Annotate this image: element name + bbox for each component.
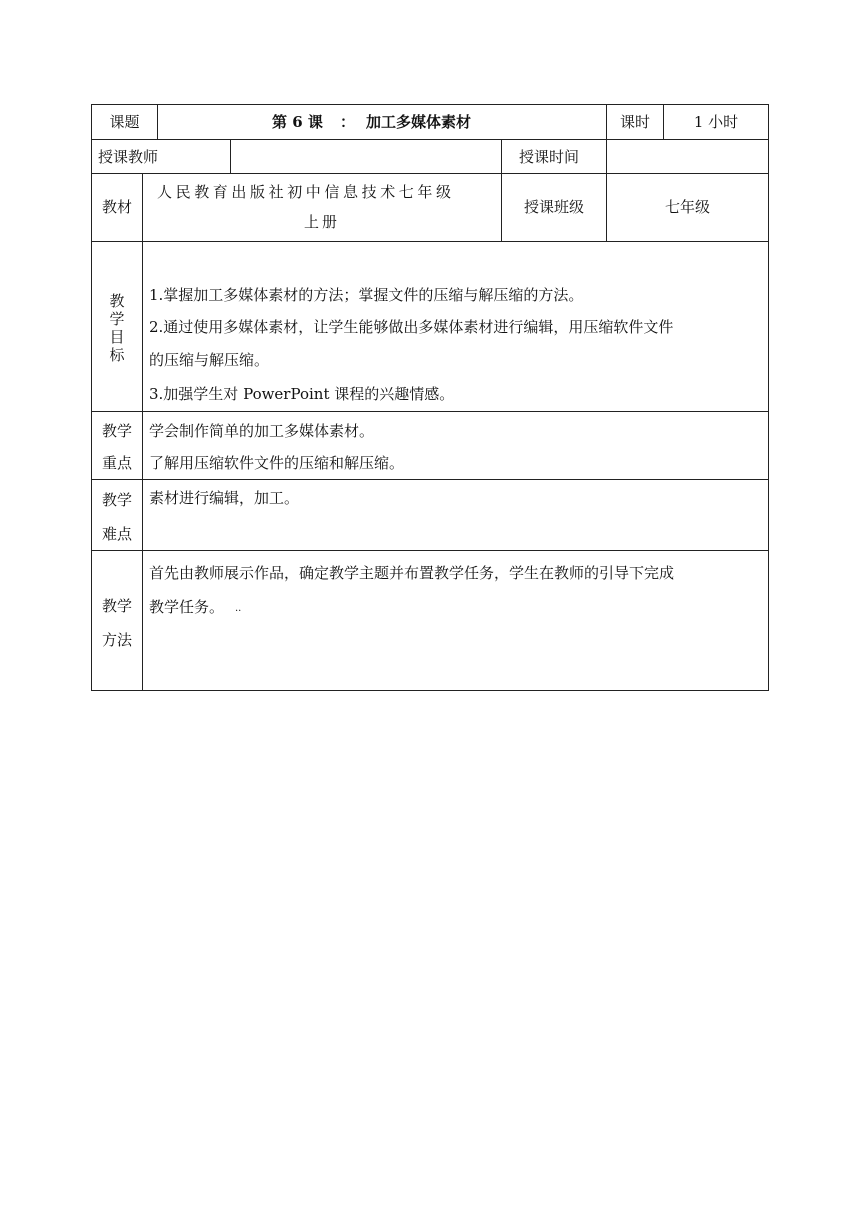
hours-label: 课时 <box>619 113 650 131</box>
topic-label: 课题 <box>109 113 140 131</box>
method-trailing-mark: .. <box>235 603 242 614</box>
objective-item-1: 1.掌握加工多媒体素材的方法；掌握文件的压缩与解压缩的方法。 <box>149 286 584 304</box>
key-points-label-line2: 重点 <box>101 454 132 472</box>
objective-item-2-line1: 2.通过使用多媒体素材，让学生能够做出多媒体素材进行编辑，用压缩软件文件 <box>149 318 674 336</box>
methods-label-line2: 方法 <box>101 631 132 649</box>
title-colon: ： <box>340 113 356 131</box>
table-divider <box>91 241 769 242</box>
table-divider <box>91 173 769 174</box>
objectives-label-char: 标 <box>109 346 125 364</box>
objectives-label-char: 学 <box>109 310 125 328</box>
methods-label-line1: 教学 <box>101 597 132 615</box>
textbook-label: 教材 <box>101 198 132 216</box>
method-line1: 首先由教师展示作品，确定教学主题并布置教学任务，学生在教师的引导下完成 <box>149 564 675 582</box>
class-label: 授课班级 <box>523 198 584 216</box>
teacher-label: 授课教师 <box>98 148 159 166</box>
table-divider <box>91 139 769 140</box>
objective-item-2-line2: 的压缩与解压缩。 <box>149 351 270 369</box>
lesson-number: 第 6 课 <box>272 113 323 131</box>
table-divider <box>606 139 607 173</box>
hours-value: 1 小时 <box>693 113 739 131</box>
table-divider <box>501 139 502 173</box>
lesson-title: 加工多媒体素材 <box>366 113 472 131</box>
table-divider <box>91 550 769 551</box>
table-divider <box>91 479 769 480</box>
class-value: 七年级 <box>664 198 710 216</box>
table-divider <box>91 411 769 412</box>
table-border-bottom <box>91 690 769 691</box>
objectives-label-char: 目 <box>109 328 125 346</box>
key-point-line2: 了解用压缩软件文件的压缩和解压缩。 <box>149 454 405 472</box>
table-border-right <box>768 104 769 691</box>
table-divider <box>230 139 231 173</box>
textbook-value-line2: 上册 <box>303 213 340 231</box>
objectives-label-char: 教 <box>109 292 125 310</box>
textbook-value-line1: 人民教育出版社初中信息技术七年级 <box>157 183 455 201</box>
table-divider <box>142 241 143 691</box>
difficulties-label-line1: 教学 <box>101 491 132 509</box>
table-divider <box>157 104 158 139</box>
method-line2: 教学任务。 <box>149 598 225 616</box>
key-points-label-line1: 教学 <box>101 422 132 440</box>
objective-item-3: 3.加强学生对 PowerPoint 课程的兴趣情感。 <box>149 385 455 403</box>
difficulty-line1: 素材进行编辑，加工。 <box>149 489 300 507</box>
table-border-top <box>91 104 769 105</box>
difficulties-label-line2: 难点 <box>101 525 132 543</box>
key-point-line1: 学会制作简单的加工多媒体素材。 <box>149 422 375 440</box>
time-label: 授课时间 <box>519 148 580 166</box>
